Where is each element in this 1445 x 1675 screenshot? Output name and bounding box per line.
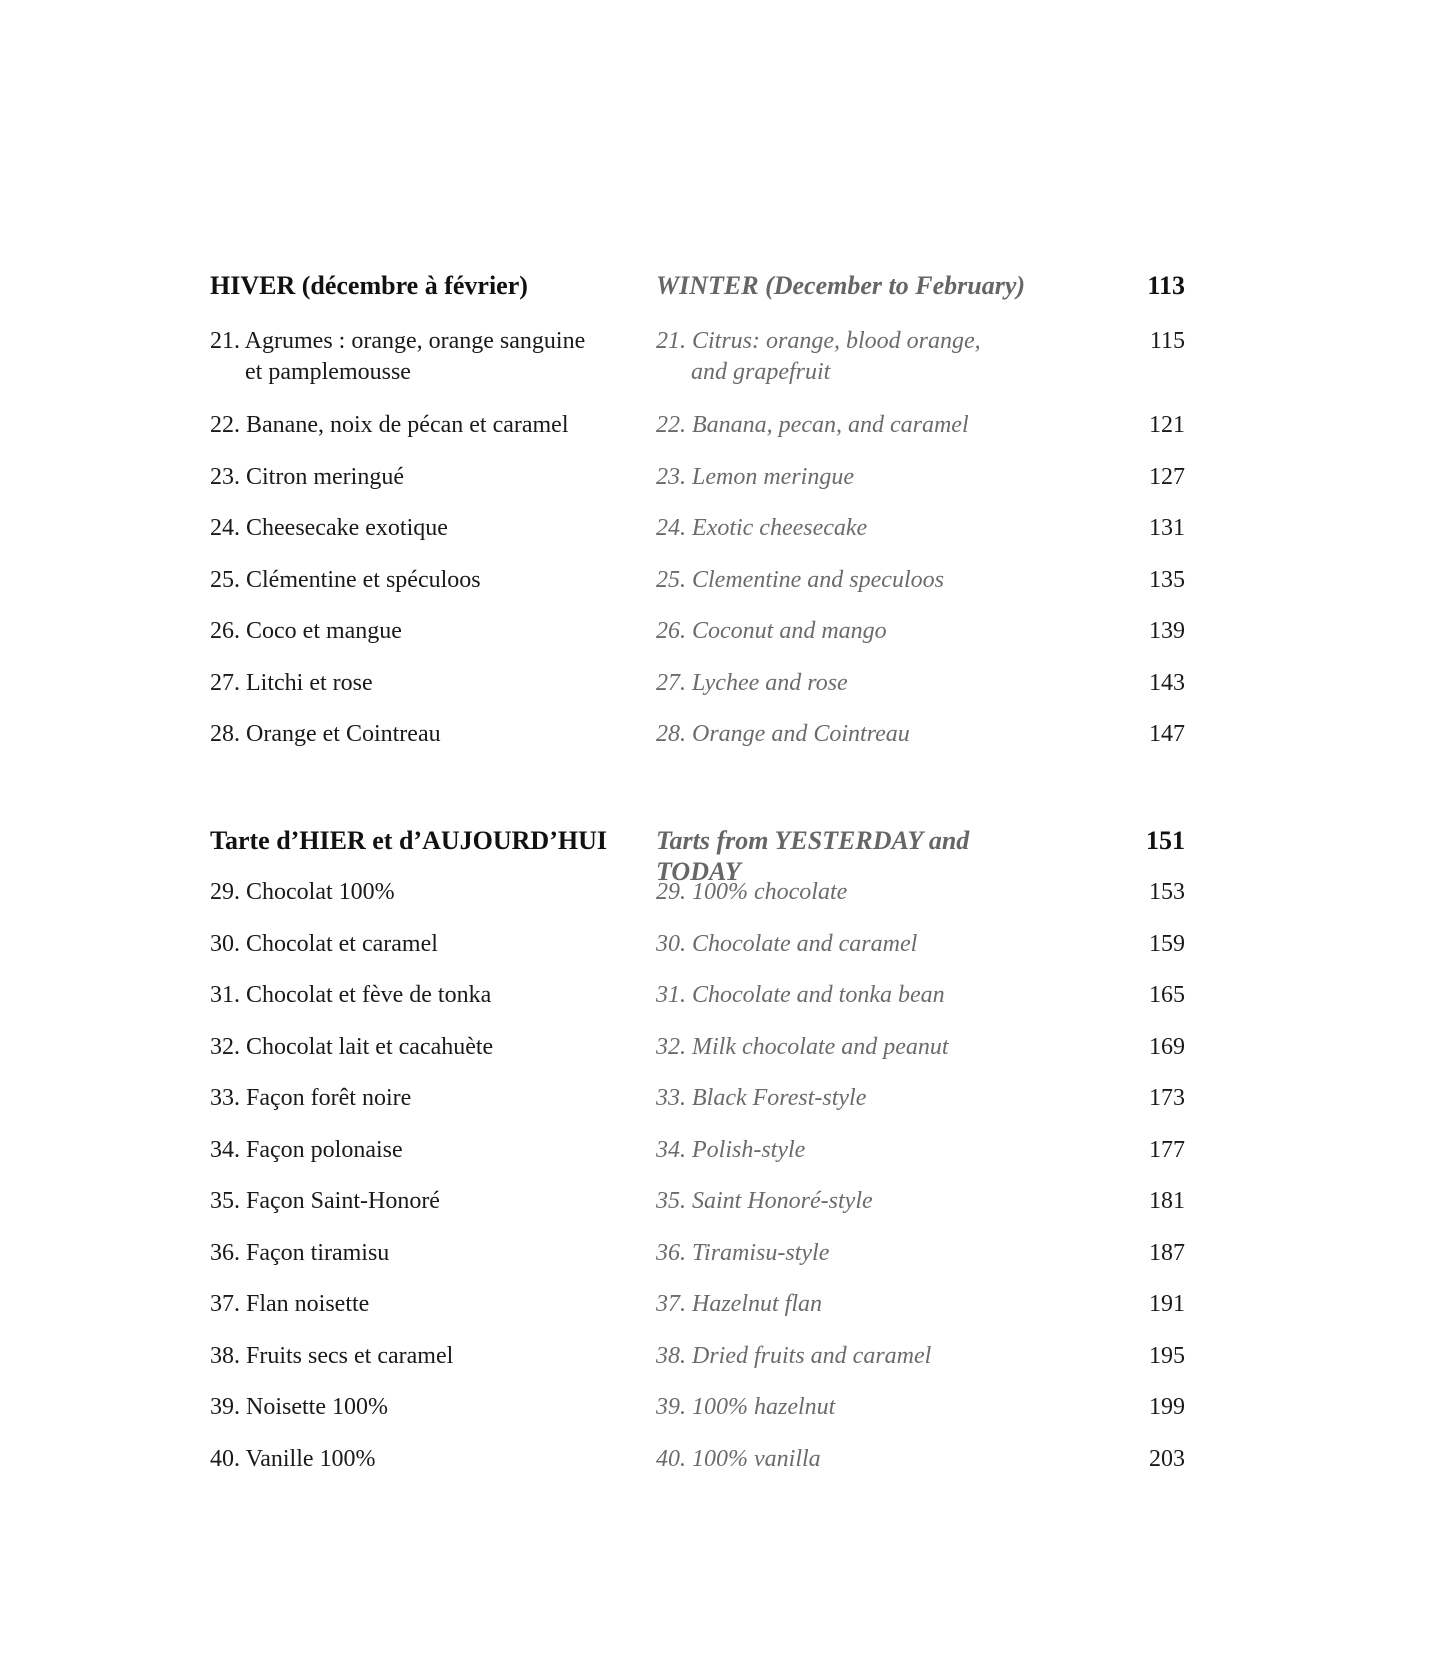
- entry-en: 37. Hazelnut flan: [656, 1291, 822, 1317]
- entry-page: 191: [1149, 1291, 1185, 1317]
- section-heading: [0, 825, 1445, 885]
- entry-en: 25. Clementine and speculoos: [656, 567, 944, 593]
- entry-page: 127: [1149, 464, 1185, 490]
- entry-en-line2: and grapefruit: [691, 359, 831, 385]
- heading-page: 151: [1146, 826, 1185, 855]
- entry-fr: 36. Façon tiramisu: [210, 1240, 390, 1266]
- entry-page: 195: [1149, 1343, 1185, 1369]
- entry-fr: 40. Vanille 100%: [210, 1446, 376, 1472]
- entry-fr: 33. Façon forêt noire: [210, 1085, 412, 1111]
- entry-en: 26. Coconut and mango: [656, 618, 887, 644]
- entry-en: 28. Orange and Cointreau: [656, 721, 910, 747]
- toc-entry[interactable]: [0, 980, 1445, 1040]
- heading-page: 113: [1147, 271, 1185, 300]
- entry-page: 165: [1149, 982, 1185, 1008]
- entry-fr: 38. Fruits secs et caramel: [210, 1343, 454, 1369]
- entry-en: 33. Black Forest-style: [656, 1085, 867, 1111]
- entry-en: 40. 100% vanilla: [656, 1446, 821, 1472]
- entry-page: 177: [1149, 1137, 1185, 1163]
- entry-en: 24. Exotic cheesecake: [656, 515, 868, 541]
- entry-page: 181: [1149, 1188, 1185, 1214]
- entry-en: 36. Tiramisu-style: [656, 1240, 830, 1266]
- entry-fr: 35. Façon Saint-Honoré: [210, 1188, 440, 1214]
- entry-en: 23. Lemon meringue: [656, 464, 854, 490]
- entry-page: 139: [1149, 618, 1185, 644]
- entry-en: 29. 100% chocolate: [656, 879, 848, 905]
- entry-en: 35. Saint Honoré-style: [656, 1188, 873, 1214]
- entry-fr: 29. Chocolat 100%: [210, 879, 395, 905]
- section-heading: [0, 270, 1445, 330]
- entry-en: 31. Chocolate and tonka bean: [656, 982, 945, 1008]
- entry-en: 39. 100% hazelnut: [656, 1394, 836, 1420]
- entry-fr: 24. Cheesecake exotique: [210, 515, 448, 541]
- entry-fr: 27. Litchi et rose: [210, 670, 373, 696]
- toc-entry[interactable]: [0, 877, 1445, 937]
- entry-en: 38. Dried fruits and caramel: [656, 1343, 932, 1369]
- toc-entry[interactable]: [0, 1444, 1445, 1504]
- toc-entry[interactable]: [0, 1083, 1445, 1143]
- entry-fr: 25. Clémentine et spéculoos: [210, 567, 481, 593]
- entry-en: 27. Lychee and rose: [656, 670, 848, 696]
- entry-page: 121: [1149, 412, 1185, 438]
- entry-fr: 31. Chocolat et fève de tonka: [210, 982, 492, 1008]
- entry-fr: 37. Flan noisette: [210, 1291, 370, 1317]
- entry-en: [656, 326, 1056, 388]
- entry-page: 135: [1149, 567, 1185, 593]
- toc-entry[interactable]: [0, 719, 1445, 779]
- entry-fr: 39. Noisette 100%: [210, 1394, 388, 1420]
- toc-entry[interactable]: [0, 1289, 1445, 1349]
- entry-fr: [210, 326, 630, 388]
- entry-fr: 26. Coco et mangue: [210, 618, 402, 644]
- entry-en: 22. Banana, pecan, and caramel: [656, 412, 969, 438]
- entry-page: 187: [1149, 1240, 1185, 1266]
- heading-en: Tarts from YESTERDAY and TODAY: [656, 826, 970, 886]
- entry-page: 143: [1149, 670, 1185, 696]
- heading-en: WINTER (December to February): [656, 271, 1026, 300]
- entry-fr: 34. Façon polonaise: [210, 1137, 403, 1163]
- toc-entry[interactable]: [0, 513, 1445, 573]
- toc-entry[interactable]: [0, 326, 1445, 386]
- entry-en-line1: 21. Citrus: orange, blood orange,: [656, 328, 981, 354]
- entry-fr-line2: et pamplemousse: [245, 359, 411, 385]
- entry-en: 34. Polish-style: [656, 1137, 806, 1163]
- entry-page: 173: [1149, 1085, 1185, 1111]
- heading-fr: HIVER (décembre à février): [210, 271, 528, 300]
- entry-fr: 28. Orange et Cointreau: [210, 721, 441, 747]
- entry-page: 169: [1149, 1034, 1185, 1060]
- entry-fr-line1: 21. Agrumes : orange, orange sanguine: [210, 328, 586, 354]
- entry-page: 159: [1149, 931, 1185, 957]
- entry-en: 30. Chocolate and caramel: [656, 931, 918, 957]
- entry-fr: 23. Citron meringué: [210, 464, 404, 490]
- entry-fr: 22. Banane, noix de pécan et caramel: [210, 412, 569, 438]
- entry-page: 131: [1149, 515, 1185, 541]
- entry-page: 147: [1149, 721, 1185, 747]
- entry-page: 115: [1149, 328, 1185, 354]
- toc-entry[interactable]: [0, 1392, 1445, 1452]
- toc-entry[interactable]: [0, 410, 1445, 470]
- heading-fr: Tarte d’HIER et d’AUJOURD’HUI: [210, 826, 607, 855]
- entry-page: 203: [1149, 1446, 1185, 1472]
- toc-entry[interactable]: [0, 616, 1445, 676]
- entry-page: 153: [1149, 879, 1185, 905]
- entry-en: 32. Milk chocolate and peanut: [656, 1034, 949, 1060]
- entry-fr: 32. Chocolat lait et cacahuète: [210, 1034, 494, 1060]
- entry-fr: 30. Chocolat et caramel: [210, 931, 438, 957]
- toc-entry[interactable]: [0, 1186, 1445, 1246]
- entry-page: 199: [1149, 1394, 1185, 1420]
